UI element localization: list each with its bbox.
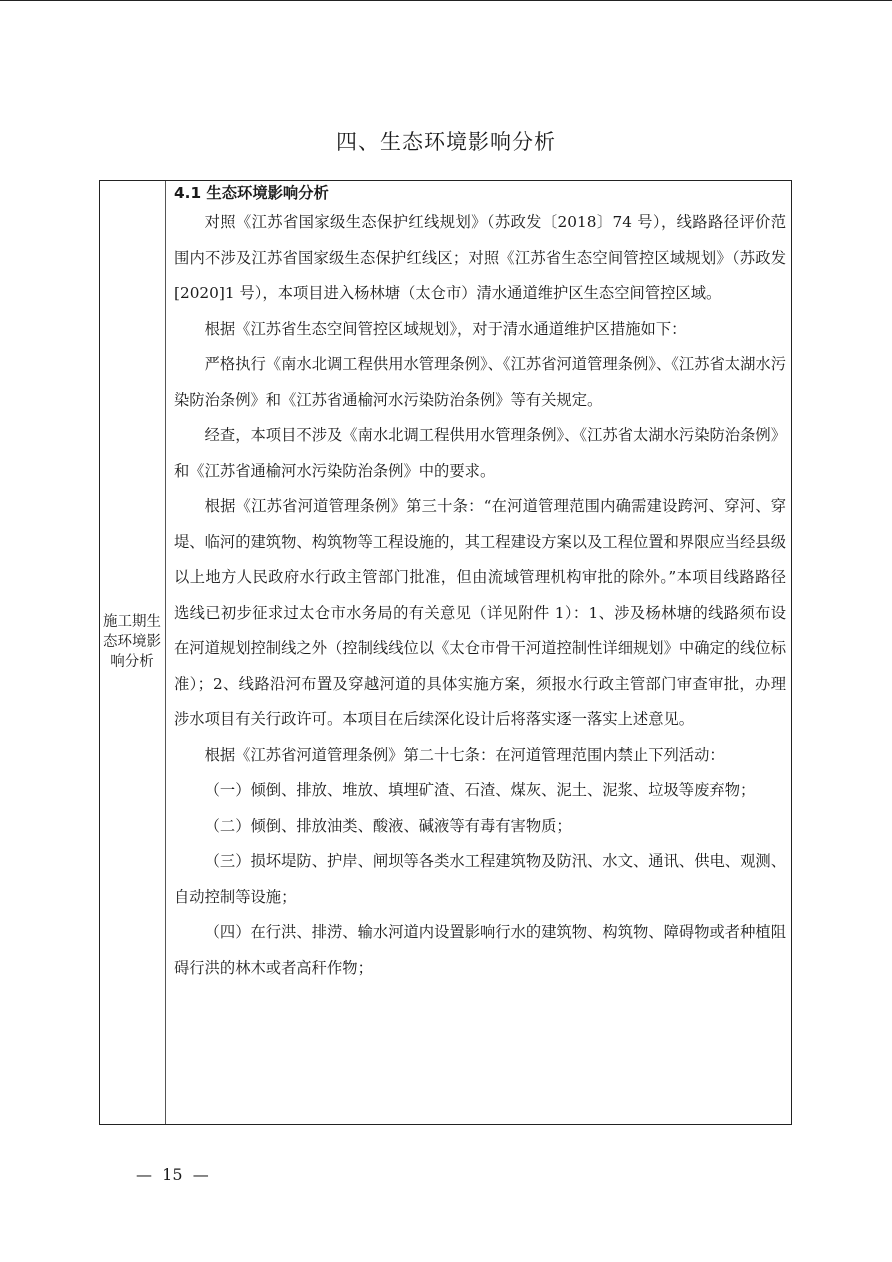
paragraph: 严格执行《南水北调工程供用水管理条例》、《江苏省河道管理条例》、《江苏省太湖水污染防治条例》和《江苏省通榆河水污染防治条例》等有关规定。 [174,355,786,409]
top-rule [0,0,892,1]
row-label-cell [100,181,166,1124]
paragraph: 对照《江苏省国家级生态保护红线规划》（苏政发〔2018〕74 号），线路路径评价范围内不涉及江苏省国家级生态保护红线区；对照《江苏省生态空间管控区域规划》（苏政发[2020]1 号），本项目进入杨林塘（太仓市）清水通道维护区生态空间管控区域。 [174,213,786,302]
paragraph: 根据《江苏省河道管理条例》第三十条：“在河道管理范围内确需建设跨河、穿河、穿堤、临河的建筑物、构筑物等工程设施的，其工程建设方案以及工程位置和界限应当经县级以上地方人民政府水行政主管部门批准，但由流域管理机构审批的除外。”本项目线路路径选线已初步征求过太仓市水务局的有关意见（详见附件 1）：1、涉及杨林塘的线路须布设在河道规划控制线之外（控制线线位以《太仓市骨干河道控制性详细规划》中确定的线位标准）；2、线路沿河布置及穿越河道的具体实施方案，须报水行政主管部门审查审批，办理涉水项目有关行政许可。本项目在后续深化设计后将落实逐一落实上述意见。 [174,497,786,728]
paragraph: 根据《江苏省生态空间管控区域规划》，对于清水通道维护区措施如下： [204,319,687,338]
list-item: （二）倾倒、排放油类、酸液、碱液等有毒有害物质； [204,816,572,835]
section-heading: 4.1 生态环境影响分析 [174,184,329,202]
paragraph: 经查，本项目不涉及《南水北调工程供用水管理条例》、《江苏省太湖水污染防治条例》和《江苏省通榆河水污染防治条例》中的要求。 [174,426,786,480]
list-item: （四）在行洪、排涝、输水河道内设置影响行水的建筑物、构筑物、障碍物或者种植阻碍行洪的林木或者高秆作物； [174,923,786,977]
page-title: 四、生态环境影响分析 [336,130,556,154]
paragraph: 根据《江苏省河道管理条例》第二十七条：在河道管理范围内禁止下列活动： [204,745,725,764]
list-item: （三）损坏堤防、护岸、闸坝等各类水工程建筑物及防汛、水文、通讯、供电、观测、自动控制等设施； [174,852,786,906]
content-cell [174,181,786,986]
row-label: 施工期生态环境影响分析 [103,614,161,670]
analysis-table [99,180,792,1125]
list-item: （一）倾倒、排放、堆放、填埋矿渣、石渣、煤灰、泥土、泥浆、垃圾等废弃物； [204,781,756,799]
page-number: — 15 — [136,1165,209,1184]
